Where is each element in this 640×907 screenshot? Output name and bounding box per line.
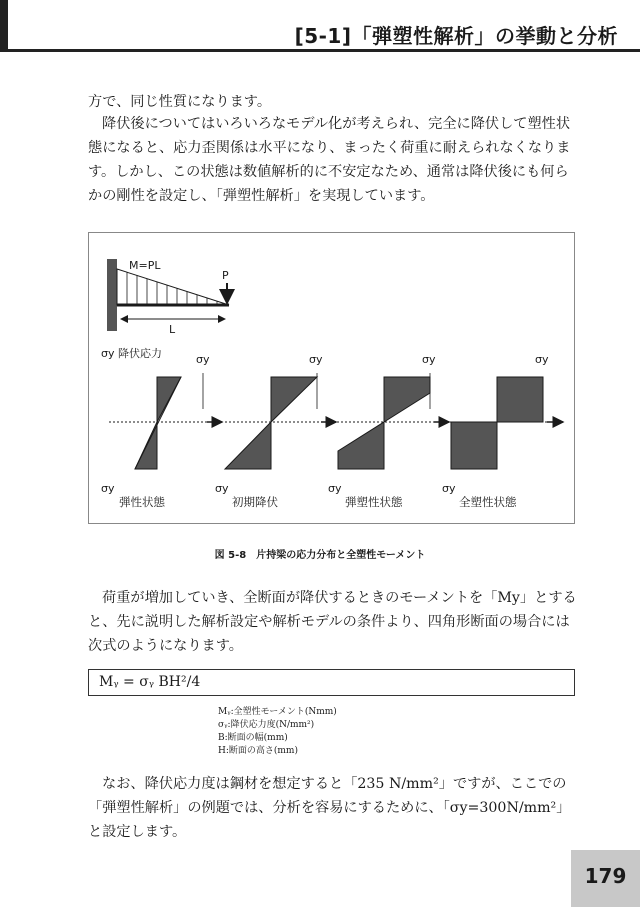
- stress-distribution-diagram: [89, 233, 576, 525]
- figure-caption: 図 5-8 片持梁の応力分布と全塑性モーメント: [214, 550, 426, 561]
- stress-block-fully-plastic: [451, 377, 543, 469]
- stress-block-initial-yield: [225, 373, 317, 469]
- paragraph-2: 降伏後についてはいろいろなモデル化が考えられ、完全に降伏して塑性状態になると、応力歪関係は水平になり、まったく荷重に耐えられなくなります。しかし、この状態は数値解析的に不安定なため、通常は降伏後にも何らかの剛性を設定し、「弾塑性解析」を実現しています。: [88, 116, 571, 204]
- figure-5-8: [88, 232, 575, 524]
- moment-diagram: [117, 269, 229, 305]
- legend-line-2: σᵧ:降伏応力度(N/mm²): [218, 720, 315, 730]
- legend-line-3: B:断面の幅(mm): [218, 733, 288, 743]
- legend-line-4: H:断面の高さ(mm): [218, 746, 298, 756]
- header-left-rule: [0, 0, 8, 52]
- state-label-elastic: 弾性状態: [119, 495, 165, 509]
- yield-stress-label: σy 降伏応力: [101, 347, 162, 360]
- sigma-y-top-3: σy: [422, 353, 436, 366]
- page-number-tab: [571, 850, 640, 907]
- formula-legend: [218, 706, 337, 758]
- state-label-elastoplastic: 弾塑性状態: [345, 495, 403, 509]
- moment-label: M=PL: [129, 259, 161, 272]
- legend-line-1: Mᵧ:全塑性モーメント(Nmm): [218, 707, 337, 717]
- page-number: 179: [584, 864, 627, 888]
- state-label-initial-yield: 初期降伏: [232, 495, 278, 509]
- stress-block-elastoplastic: [338, 373, 430, 469]
- sigma-y-bottom-3: σy: [328, 482, 342, 495]
- sigma-y-top-1: σy: [196, 353, 210, 366]
- paragraph-3: 荷重が増加していき、全断面が降伏するときのモーメントを「My」とすると、先に説明した解析設定や解析モデルの条件より、四角形断面の場合には次式のようになります。: [88, 590, 577, 654]
- page-header: [0, 0, 640, 52]
- sigma-y-bottom-2: σy: [215, 482, 229, 495]
- length-label: L: [169, 323, 176, 336]
- sigma-y-bottom-4: σy: [442, 482, 456, 495]
- state-label-fully-plastic: 全塑性状態: [459, 495, 517, 509]
- formula-text: Mᵧ = σᵧ BH²/4: [99, 674, 201, 690]
- section-title: [5-1]「弾塑性解析」の挙動と分析: [294, 24, 618, 48]
- cantilever-beam: [107, 259, 229, 336]
- sigma-y-bottom-1: σy: [101, 482, 115, 495]
- stress-block-elastic: [135, 373, 203, 469]
- formula-box: [88, 669, 575, 696]
- paragraph-1: 方で、同じ性質になります。: [88, 94, 272, 110]
- fixed-support: [107, 259, 117, 331]
- paragraph-4: なお、降伏応力度は鋼材を想定すると「235 N/mm²」ですが、ここでの「弾塑性解析」の例題では、分析を容易にするために、「σy=300N/mm²」と設定します。: [88, 776, 571, 840]
- sigma-y-top-4: σy: [535, 353, 549, 366]
- sigma-y-top-2: σy: [309, 353, 323, 366]
- load-label: P: [222, 269, 229, 282]
